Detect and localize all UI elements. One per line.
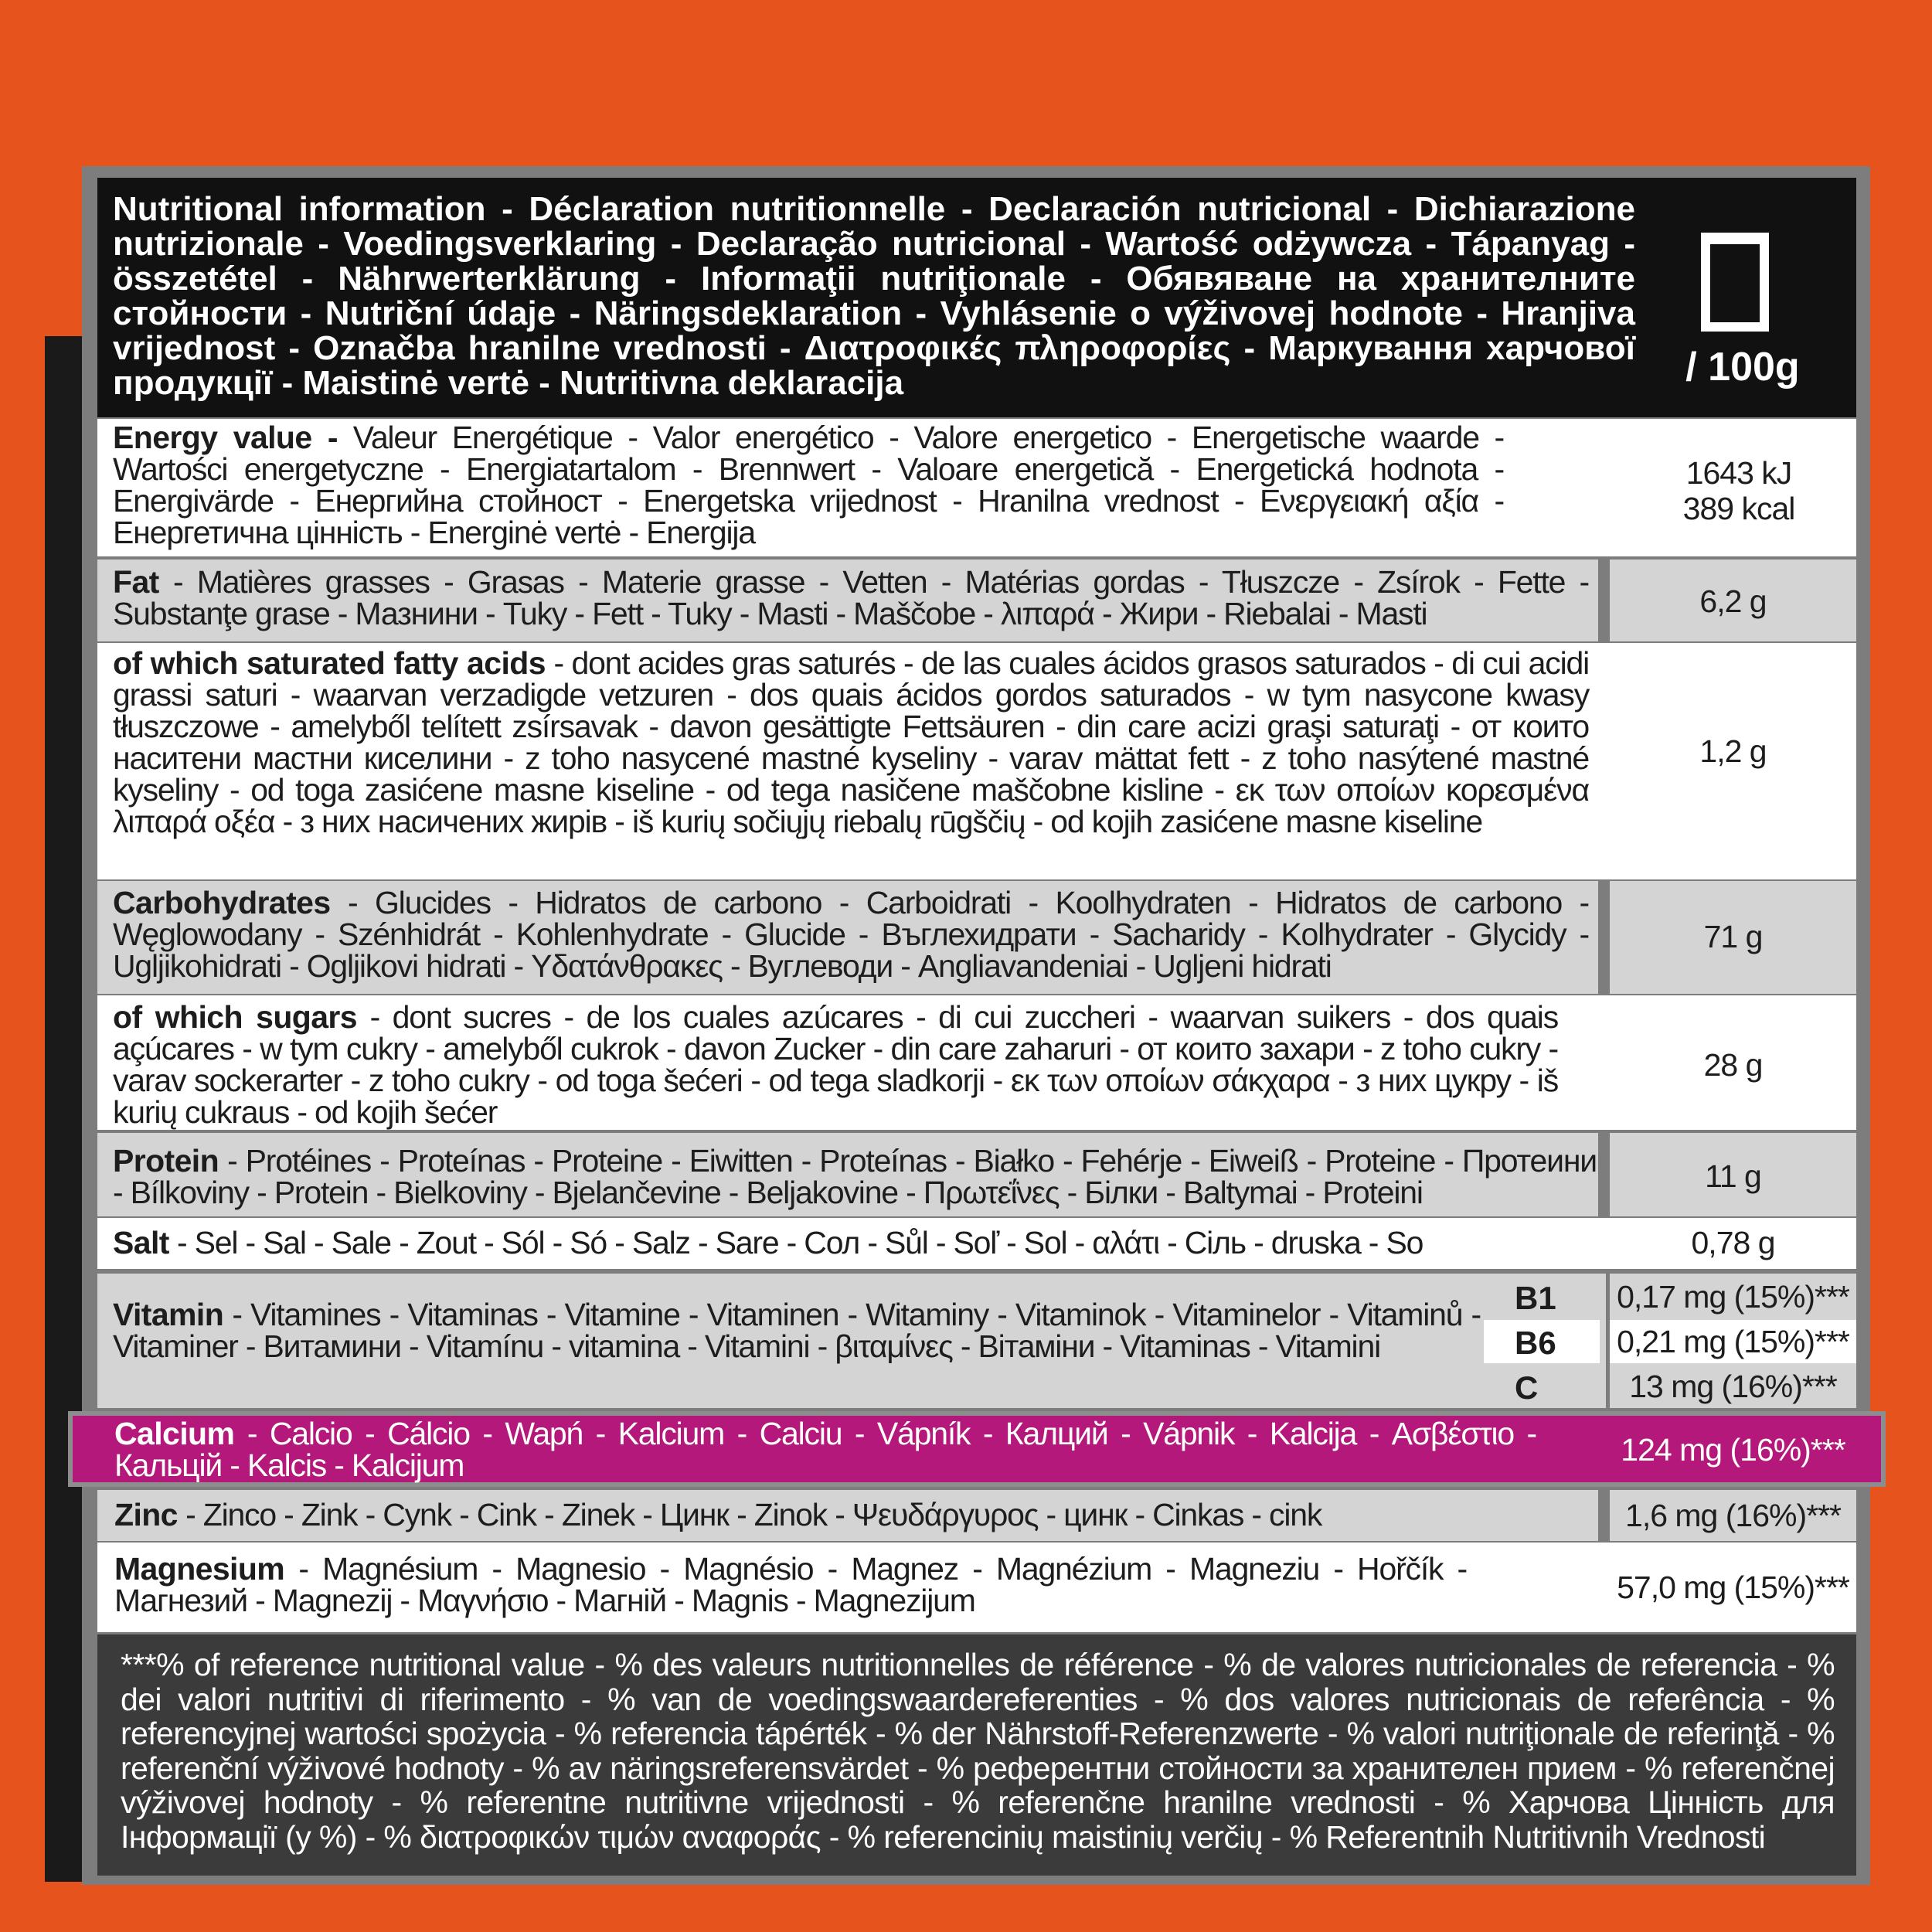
energy-label: Energy value - xyxy=(113,420,338,455)
energy-translations: Valeur Energétique - Valor energético - Valore energetico - Energetische waarde - Wartości energetyczne - Energiatartalom - Brennwert - Valoare energetică - Energetická hodnota - Energivärde - Енергийна стойност - Energetska vrijednost - Hranilna vrednost - Ενεργειακή αξία - Енергетична цінність - Energinė vertė - Energija xyxy=(113,420,1504,550)
sugars-value: 28 g xyxy=(1703,1047,1763,1083)
saturates-value: 1,2 g xyxy=(1699,733,1767,769)
calcium-value: 124 mg (16%)*** xyxy=(1621,1432,1845,1468)
protein-label-text xyxy=(113,1145,1597,1209)
protein-label: Protein xyxy=(113,1143,219,1179)
magnesium-value: 57,0 mg (15%)*** xyxy=(1617,1570,1849,1605)
vitamin-label: Vitamin xyxy=(113,1297,224,1332)
protein-translations: - Protéines - Proteínas - Proteine - Eiwitten - Proteínas - Białko - Fehérje - Eiweiß - Proteine - Протеини - Bílkoviny - Protein - Bielkoviny - Bjelančevine - Beljakovine - Πρωτεΐνες - Білки - Baltymai - Proteini xyxy=(113,1143,1597,1210)
vitamin-b1-name: B1 xyxy=(1515,1280,1556,1316)
vitamin-b6-value: 0,21 mg (15%)*** xyxy=(1617,1324,1849,1359)
fat-label: Fat xyxy=(113,564,159,600)
left-shadow-strip xyxy=(45,336,87,1882)
magnesium-label: Magnesium xyxy=(114,1551,285,1587)
salt-translations: - Sel - Sal - Sale - Zout - Sól - Só - Salz - Sare - Сол - Sůl - Soľ - Sol - αλάτι - Сіль - druska - So xyxy=(168,1225,1423,1260)
sugars-translations: - dont sucres - de los cuales azúcares - di cui zuccheri - waarvan suikers - dos quais açúcares - w tym cukry - amelyből cukrok - davon Zucker - din care zaharuri - от които захари - z toho cukry - varav sockerarter - z toho cukry - od toga šećeri - od tega sladkorji - εκ των οποίων σάκχαρα - з них цукру - iš kurių cukraus - od kojih šećer xyxy=(113,999,1558,1130)
energy-value xyxy=(1611,452,1866,529)
carbs-translations: - Glucides - Hidratos de carbono - Carboidrati - Koolhydraten - Hidratos de carbono - Węglowodany - Szénhidrát - Kohlenhydrate - Glucide - Въглехидрати - Sacharidy - Kolhydrater - Glycidy - Ugljikohidrati - Ogljikovi hidrati - Υδατάνθρακες - Вуглеводи - Angliavandeniai - Ugljeni hidrati xyxy=(113,885,1589,984)
fat-label-text xyxy=(113,566,1589,630)
header-title: Nutritional information - Déclaration nutritionnelle - Declaración nutricional - Dichiarazione nutrizionale - Voedingsverklaring - Declaração nutricional - Wartość odżywcza - Tápanyag - összetétel - Nährwerterklärung - Informaţii nutriţionale - Обявяване на хранителните стойности - Nutriční údaje - Näringsdeklaration - Vyhlásenie o výživovej hodnote - Hranjiva vrijednost - Označba hranilne vrednosti - Διατροφικές πληροφορίες - Маркування харчової продукції - Maistinė vertė - Nutritivna deklaracija xyxy=(113,190,1635,402)
fat-value: 6,2 g xyxy=(1699,583,1767,619)
vitamin-label-text xyxy=(113,1299,1481,1362)
salt-label-text xyxy=(113,1227,1597,1259)
package-pouch-icon xyxy=(1700,232,1770,332)
zinc-label: Zinc xyxy=(114,1497,178,1532)
energy-kj: 1643 kJ xyxy=(1685,455,1792,491)
calcium-label: Calcium xyxy=(114,1416,235,1451)
calcium-translations: - Calcio - Cálcio - Wapń - Kalcium - Calciu - Vápník - Калций - Vápnik - Kalcija - Ασβέστιο - Кальцій - Kalcis - Kalcijum xyxy=(114,1416,1536,1483)
salt-label: Salt xyxy=(113,1225,169,1260)
saturates-translations: - dont acides gras saturés - de las cuales ácidos grasos saturados - di cui acidi grassi saturi - waarvan verzadigde vetzuren - dos quais ácidos gordos saturados - w tym nasycone kwasy tłuszczowe - amelyből telített zsírsavak - davon gesättigte Fettsäuren - din care acizi graşi saturaţi - от които наситени мастни киселини - z toho nasycené mastné kyseliny - varav mättat fett - z toho nasýtené mastné kyseliny - od toga zasićene masne kiseline - od tega nasičene maščobne kisline - εκ των οποίων κορεσμένα λιπαρά οξέα - з них насичених жирів - iš kurių sočiųjų riebalų rūgščių - od kojih zasićene masne kiseline xyxy=(113,645,1589,839)
vitamin-c-name: C xyxy=(1515,1369,1539,1406)
sugars-label-text xyxy=(113,999,1558,1130)
carbs-value: 71 g xyxy=(1703,919,1763,954)
vitamin-b6-name: B6 xyxy=(1515,1325,1556,1361)
saturates-label: of which saturated fatty acids xyxy=(113,645,546,681)
carbs-label-text xyxy=(113,887,1589,982)
footer-reference-note: ***% of reference nutritional value - % des valeurs nutritionnelles de référence - % de valores nutricionales de referencia - % dei valori nutritivi di riferimento - % van de voedingswaardereferenties - % dos valores nutricionais de referência - % referencyjnej wartości spożycia - % referencia tápérték - % der Nährstoff-Referenzwerte - % valori nutriţionale de referinţă - % referenční výživové hodnoty - % av näringsreferensvärdet - % референтни стойности за хранителен прием - % referenčnej výživovej hodnoty - % referentne nutritivne vrijednosti - % referenčne hranilne vrednosti - % Харчова Цінність для Інформації (у %) - % διατροφικών τιμών αναφοράς - % referencinių maistinių verčių - % Referentnih Nutritivnih Vrednosti xyxy=(121,1647,1835,1855)
zinc-translations: - Zinco - Zink - Cynk - Cink - Zinek - Цинк - Zinok - Ψευδάργυρος - цинк - Cinkas - cink xyxy=(177,1497,1322,1532)
calcium-label-text xyxy=(114,1418,1536,1481)
zinc-value: 1,6 mg (16%)*** xyxy=(1625,1498,1841,1533)
carbs-label: Carbohydrates xyxy=(113,885,331,920)
protein-value: 11 g xyxy=(1705,1158,1761,1194)
zinc-label-text xyxy=(114,1499,1583,1531)
magnesium-label-text xyxy=(114,1553,1467,1617)
energy-kcal: 389 kcal xyxy=(1682,491,1795,526)
fat-translations: - Matières grasses - Grasas - Materie grasse - Vetten - Matérias gordas - Tłuszcze - Zsírok - Fette - Substanţe grase - Мазнини - Tuky - Fett - Tuky - Masti - Maščobe - λιπαρά - Жири - Riebalai - Masti xyxy=(113,564,1589,631)
magnesium-translations: - Magnésium - Magnesio - Magnésio - Magnez - Magnézium - Magneziu - Hořčík - Магнезий - Magnezij - Μαγνήσιο - Магній - Magnis - Magnezijum xyxy=(114,1551,1467,1618)
energy-label-text xyxy=(113,422,1504,549)
vitamin-translations: - Vitamines - Vitaminas - Vitamine - Vitaminen - Witaminy - Vitaminok - Vitaminelor - Vitaminů - Vitaminer - Витамини - Vitamínu - vitamina - Vitamini - βιταμίνες - Вітаміни - Vitaminas - Vitamini xyxy=(113,1297,1481,1364)
vitamin-c-value: 13 mg (16%)*** xyxy=(1629,1369,1837,1404)
vitamin-b1-value: 0,17 mg (15%)*** xyxy=(1617,1279,1849,1315)
per-100g-label: / 100g xyxy=(1685,345,1800,389)
sugars-label: of which sugars xyxy=(113,999,357,1035)
saturates-label-text xyxy=(113,645,1589,839)
salt-value: 0,78 g xyxy=(1691,1225,1775,1260)
